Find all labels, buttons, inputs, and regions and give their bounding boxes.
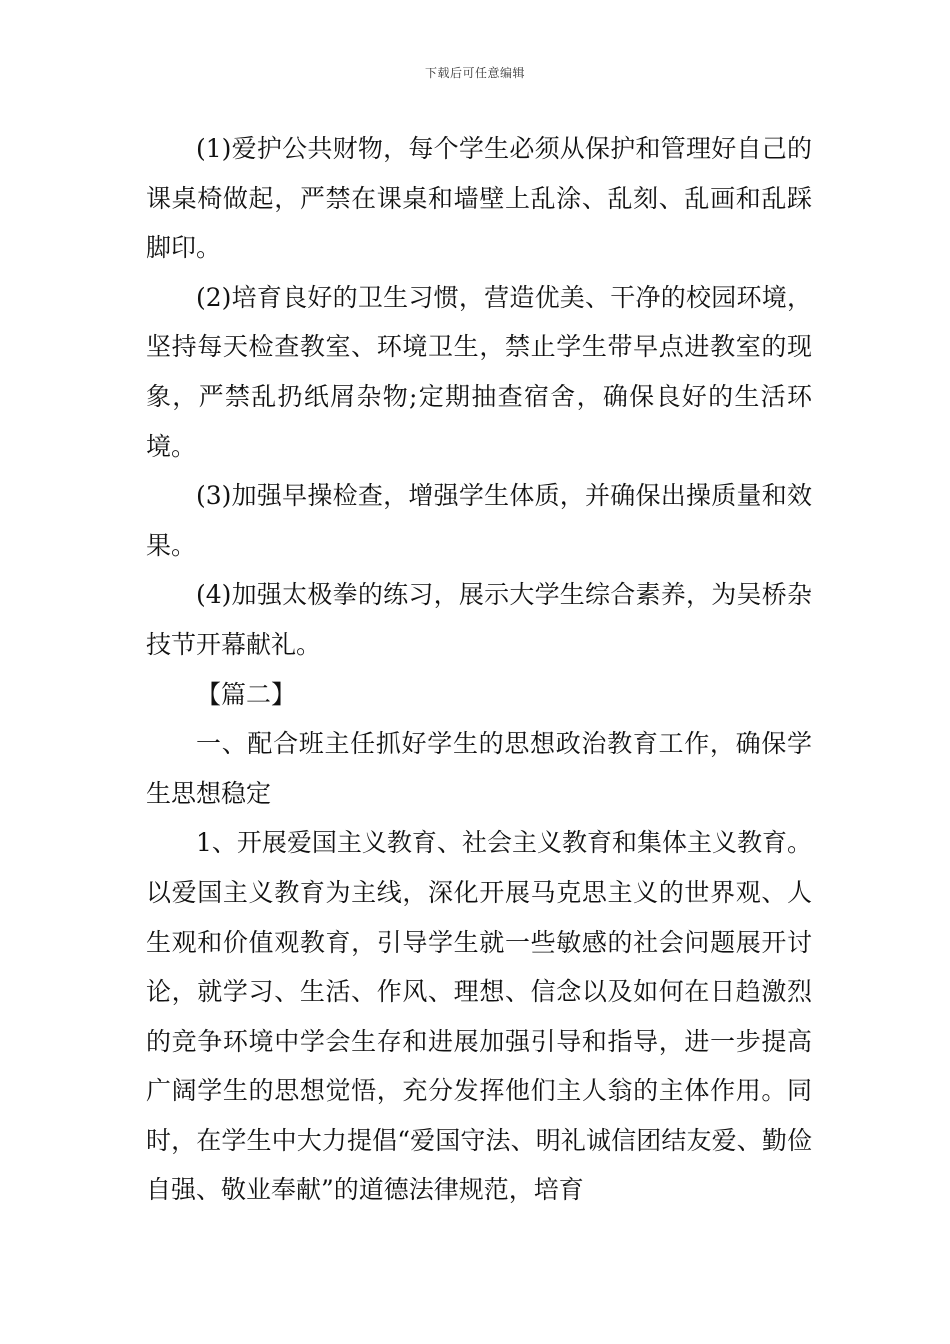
- paragraph-item-4: (4)加强太极拳的练习，展示大学生综合素养，为吴桥杂技节开幕献礼。: [146, 580, 812, 659]
- section-heading: 【篇二】: [196, 679, 297, 709]
- document-body: [146, 124, 812, 1215]
- paragraph-item-5: 1、开展爱国主义教育、社会主义教育和集体主义教育。以爱国主义教育为主线，深化开展马克思主义的世界观、人生观和价值观教育，引导学生就一些敏感的社会问题展开讨论，就学习、生活、作风、理想、信念以及如何在日趋激烈的竞争环境中学会生存和进展加强引导和指导，进一步提高广阔学生的思想觉悟，充分发挥他们主人翁的主体作用。同时，在学生中大力提倡“爱国守法、明礼诚信团结友爱、勤俭自强、敬业奉献”的道德法律规范，培育: [146, 828, 812, 1205]
- paragraph-item-3: (3)加强早操检查，增强学生体质，并确保出操质量和效果。: [146, 481, 812, 560]
- page-header-note: 下载后可任意编辑: [424, 66, 525, 80]
- paragraph-item-2: (2)培育良好的卫生习惯，营造优美、干净的校园环境，坚持每天检查教室、环境卫生，禁止学生带早点进教室的现象，严禁乱扔纸屑杂物;定期抽查宿舍，确保良好的生活环境。: [146, 282, 812, 461]
- paragraph-item-1: (1)爱护公共财物，每个学生必须从保护和管理好自己的课桌椅做起，严禁在课桌和墙壁上乱涂、乱刻、乱画和乱踩脚印。: [146, 134, 812, 263]
- section-subheading: 一、配合班主任抓好学生的思想政治教育工作，确保学生思想稳定: [146, 729, 812, 808]
